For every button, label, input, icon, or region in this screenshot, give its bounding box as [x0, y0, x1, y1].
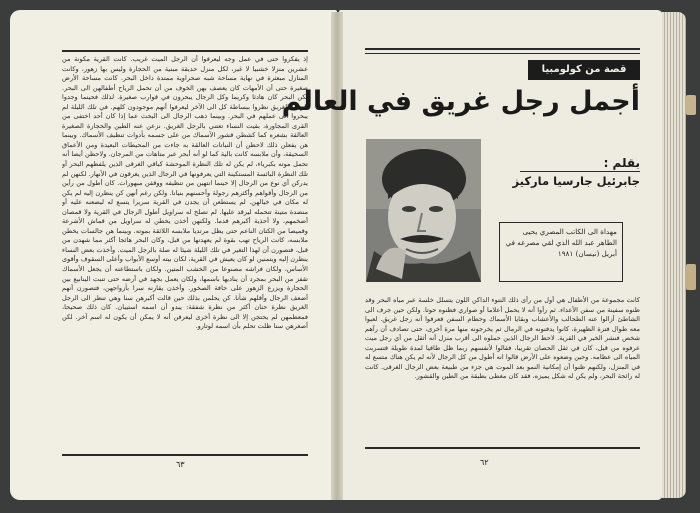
left-top-rule	[62, 50, 308, 52]
left-page-number: ٦٣	[176, 460, 185, 469]
page-tab-bottom	[686, 264, 696, 290]
byline-rule	[520, 171, 640, 172]
page-tab-top	[686, 95, 696, 115]
series-banner: قصة من كولومبيا	[528, 60, 640, 80]
left-page-body-text: إذ يفكروا حتى في عمل وجه ليعرفوا أن الرجل الميت غريب. كانت القرية مكونة من عشرين منزلا خشبيا لا غير، لكل منزل حديقة مبنية من الحجارة وليس بها زهور، وكانت المنازل مبعثرة في نهاية مساحة شبه صحراوية ممتدة داخل البحر. كانت مساحة الأرض صغيرة حتى أن الأمهات كان يعصف بهن الخوف من أن تحمل الرياح أطفالهن الى البحر. لكن البحر كان هادئا وكريما وكل الرجال يبحرون في قوارب صغيرة. لذلك فحينما وجدوا الرجل الغريق نظروا ببساطة كل الى الآخر ليعرفوا أنهم موجودون كلهم. في تلك الليلة لم يبحروا الى عملهم في البحر. وبينما ذهب الرجال الى البحث عما إذا كان أحد اختفى من القرى المجاورة، بقيت النساء تعتني بالرجل الغريق. نزعن عنه الطين والحجارة الصغيرة العالقة بشعره كما كشطن قشور الأسماك من على جسمه بأدوات تنظيف الأسماك. وبينما هن يفعلن ذلك لاحظن أن النباتات العالقة به جاءت من المحيطات البعيدة ومن الأعماق السحيقة، وأن ملابسه كانت بالية كما لو أنه أبحر عبر متاهات من المرجان. ولاحظن أيضا أنه تحمل موته بكبرياء، لم يكن له تلك النظرة الموحشة كباقي الغرقى الذين يلفظهم البحر أو تلك النظرة البائسة المستكينة التي يعرفونها في الرجال الذين يغرقون في الأنهار. لكنهن لم يدركن أي نوع من الرجال إلا حينما انتهين من تنظيفه ووقفن مبهورات. كان أطول من رأين من الرجال وأقواهم وأكثرهم رجولة وأحسنهم بنيانا. ولكن رغم أنهن كن ينظرن إليه لم يكن له مكان في خيالهن. لم يستطعن أن يجدن في القرية سريرا يتسع له ليضعنه عليه أو منضدة متينة تتحمله ليرقد عليها. لم تصلح له سراويل أطول الرجال في القرية ولا قمصان أضخمهم، ولا أحذية أكبرهم قدما. ولكنهن أخذن يخطن له سراويل من قماش الأشرعة وقميصا من الكتان الناعم حتى يظل مرتديا ملابسه اللائقة بموته. وبينما هن جالسات يخطن ملابسه، كانت الرياح تهب بقوة لم يعهدنها من قبل، وكان البحر هائجا أكثر مما شهدن من قبل، فتصورن أن لهذا التغير في تلك الليلة شيئا له صلة بالرجل الميت. وأخذت بعض النساء ينظرن إليه ويتمنين لو كان يعيش في القرية، لكان بيته أوسع الأبواب وأعلى السقوف وأقوى الأساس، ولكان فراشه مصنوعا من الخشب المتين. ولكان باستطاعته أن يجعل الأسماك تقفز من البحر بمجرد أن يناديها باسمها، ولكان يعمل بجهد في أرضه حتى تنبت الينابيع بين الحجارة ويزرع الزهور على حافة الصخور. وأخذن يقارنه سرا بأزواجهن، فتصورن أنهم أضعف الرجال وأقلهم شأنا. كن يحلمن بذلك حين قالت أكبرهن سنا وهي تنظر الى الرجل الغريق نظرة حنان أكثر من نظرة شفقة: يبدو أن اسمه استيبان. كان ذلك صحيحا، فمعظمهن لم يحتجن إلا الى نظرة أخرى ليعرفن أنه لا يمكن أن يكون له اسم آخر. لكن أصغرهن سنا ظلت تحلم بأن اسمه لوتارو.	[62, 55, 308, 331]
author-portrait-illustration	[366, 139, 481, 282]
byline-label: بقلم :	[603, 156, 640, 170]
author-photo	[366, 139, 481, 282]
dedication-box: مهداة الى الكاتب المصري يحيى الطاهر عبد الله الذي لقي مصرعه في أبريل (نيسان) ١٩٨١	[499, 222, 623, 282]
left-bottom-rule	[62, 454, 308, 456]
right-bottom-rule	[365, 447, 640, 449]
story-title: أجمل رجل غريق في العالم	[281, 86, 640, 117]
right-top-rule-thin	[365, 53, 640, 54]
right-top-rule	[365, 48, 640, 50]
right-page-number: ٦٢	[480, 458, 489, 467]
page-edges	[662, 12, 686, 498]
author-name: جابرئيل جارسيا ماركيز	[512, 174, 640, 188]
right-page-body-text: كانت مجموعة من الأطفال هي أول من رأى ذلك النتوء الداكن اللون يتسلل خلسة عبر مياه البحر وقد ظنوه سفينة من سفن الأعداء. ثم رأوا أنه لا يحمل أعلاما أو صواري فظنوه حوتا. ولكن حين جرف الى الشاطئ أزالوا عنه الطحالب والأعشاب وبقايا الأسماك وحطام السفن فعرفوا أنه رجل غريق. لعبوا معه طوال فترة الظهيرة، كانوا يدفنونه في الرمال ثم يخرجونه منها مرة أخرى، حتى تصادف أن رآهم شخص فنشر الخبر في القرية. لاحظ الرجال الذين حملوه الى أقرب منزل أنه أثقل من أي رجل ميت عرفوه من قبل، كان في ثقل الحصان تقريبا، فقالوا لأنفسهم ربما ظل طافيا لمدة طويلة فتسربت المياه الى عظامه. وحين وضعوه على الأرض قالوا انه أطول من كل الرجال لأنه لم يكن هناك متسع له في المنزل، ولكنهم ظنوا أن إمكانية النمو بعد الموت هي جزء من طبيعة بعض الرجال الغرقى. كانت له رائحة البحر، ولم يكن له شكل يميزه، فقد كان مغطى بطبقة من الطين والقشور.	[365, 296, 640, 381]
